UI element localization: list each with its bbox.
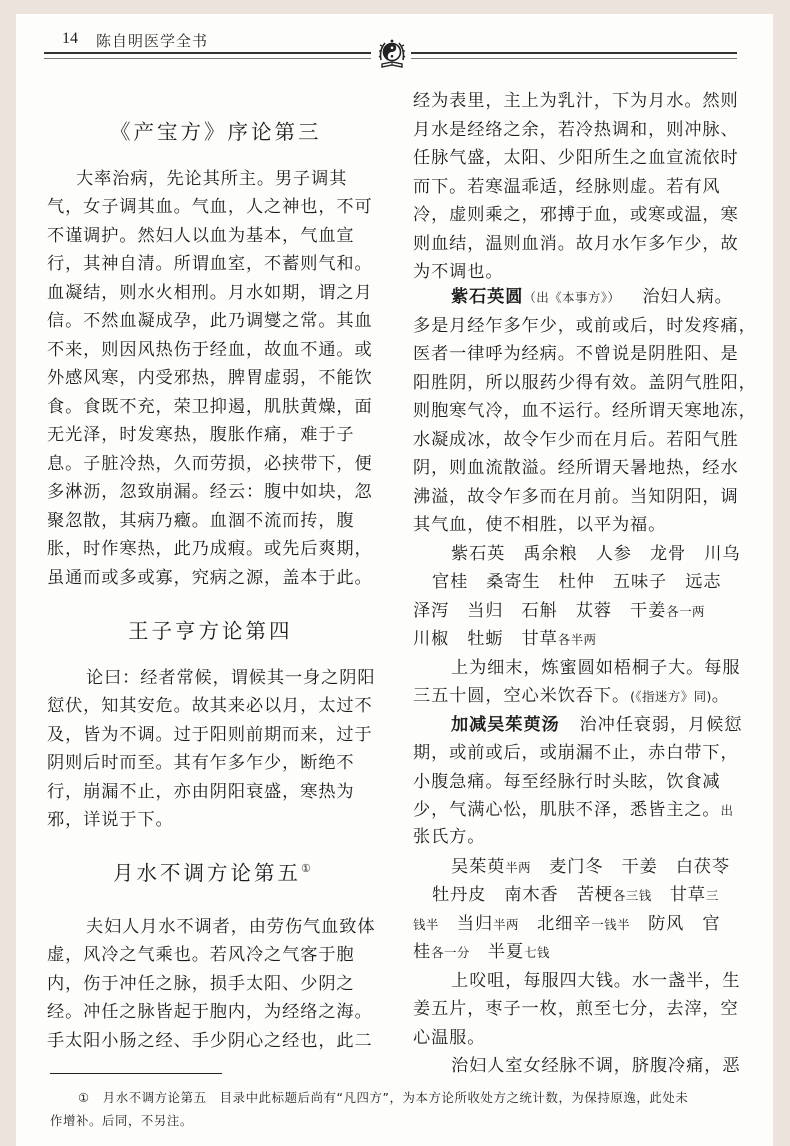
text-line: 气，女子调其血。气血，人之神也，不可 [47,197,373,217]
source-tag: 出 [720,803,734,818]
herb-dose: 各半两 [557,632,597,647]
text-line: 及，皆为不调。过于阳则前期而来，过于 [47,725,373,745]
page-number: 14 [62,30,78,47]
recipe-intro: 治妇人病。 [642,287,733,307]
herbs: 川椒 牡蛎 甘草 [413,629,558,649]
section-heading-wang: 王子亨方论第四 [128,619,293,643]
text-line: 治妇人室女经脉不调，脐腹冷痛，恶 [451,1056,741,1076]
text-line: 行，崩漏不止，亦由阴阳衰盛，寒热为 [47,782,355,802]
herb-list-line: 牡丹皮 南木香 苦梗各三钱 甘草三 [432,885,720,905]
heading-text: 月水不调方论第五 [113,861,301,885]
text-line: 虚，风冷之气乘也。若风冷之气客于胞 [47,945,355,965]
text-line: 邪，详说于下。 [47,810,174,830]
text-line: 上㕮咀，每服四大钱。水一盏半，生 [451,971,741,991]
text-line: 不来，则因风热伤于经血，故血不通。或 [47,340,373,360]
herb-list-line [413,597,705,626]
method-text: 三五十圆，空心米饮吞下。 [413,686,631,706]
text-line: 张氏方。 [413,827,486,847]
herb-list-line: 桂各一分 半夏七钱 [413,942,550,962]
text-line: 息。子脏冷热，久而劳损，必挟带下，便 [47,454,373,474]
text-line: 论曰：经者常候，谓候其一身之阴阳 [86,668,376,688]
header-rule-right [411,52,737,59]
text-line: 则血结，温则血消。故月水乍多乍少，故 [413,234,739,254]
herb-dose: 半两 [505,860,532,875]
text-line: 愆伏，知其安危。故其来必以月，太过不 [47,696,373,716]
book-title: 陈自明医学全书 [96,32,209,50]
text-line: 任脉气盛，太阳、少阳所生之血宣流依时 [413,148,739,168]
herb-list-line [413,625,596,654]
herb-dose: 各三钱 [612,888,652,903]
section-heading-preface: 《产宝方》序论第三 [110,120,322,144]
text-line: 经。冲任之脉皆起于胞内，为经络之海。 [47,1002,373,1022]
text-line: 多是月经乍多乍少，或前或后，时发疼痛， [413,316,757,336]
herb: 干姜 [621,857,658,877]
herb: 吴茱萸 [451,857,506,877]
text-line: 夫妇人月水不调者，由劳伤气血致体 [86,917,376,937]
text-line: 不谨调护。然妇人以血为基本，气血宣 [47,226,355,246]
herb: 苦梗 [576,885,613,905]
text-line: 上为细末，炼蜜圆如梧桐子大。每服 [451,658,741,678]
herb-list-line: 钱半 当归半两 北细辛一钱半 防风 官 [413,914,721,934]
method-note: (《指迷方》同) [630,689,712,704]
text-line: 胀，时作寒热，此乃成瘕。或先后爽期， [47,539,373,559]
herb-dose: 半两 [493,917,519,932]
herb-list-line: 紫石英 禹余粮 人参 龙骨 川乌 [451,544,741,564]
text-line: 月水是经络之余，若冷热调和，则冲脉、 [413,120,739,140]
herb-dose: 各一两 [666,604,705,619]
text-line: 期，或前或后，或崩漏不止，赤白带下， [413,743,739,763]
recipe-header-zishiying [451,283,733,312]
text-line: 经为表里，主上为乳汁，下为月水。然则 [413,91,739,111]
text-line: 信。不然血凝成孕，此乃调燮之常。其血 [47,311,373,331]
text-line: 医者一律呼为经病。不曾说是阴胜阳、是 [413,344,739,364]
recipe-name: 紫石英圆 [451,287,524,307]
herb-list-line: 官桂 桑寄生 杜仲 五味子 远志 [432,572,722,592]
text-line: 内，伤于冲任之脉，损手太阳、少阴之 [47,974,355,994]
footnote-mark: ① [301,862,314,876]
herb-dose: 七钱 [524,945,550,960]
herb: 半夏 [487,942,525,962]
text-line: 小腹急痛。每至经脉行时头眩，饮食减 [413,772,721,792]
herb-dose: 各一分 [431,945,470,960]
text-line: 虽通而或多或寡，究病之源，盖本于此。 [47,568,373,588]
text: 少，气满心忪，肌肤不泽，悉皆主之。 [413,800,721,820]
text-line: 姜五片，枣子一枚，煎至七分，去滓，空 [413,999,739,1019]
text-line: 多淋沥，忽致崩漏。经云：腹中如块，忽 [47,482,373,502]
text-line: 手太阳小肠之经、手少阴心之经也，此二 [47,1031,373,1051]
text-line: 外感风寒，内受邪热，脾胃虚弱，不能饮 [47,368,373,388]
footnote-mark: ① [78,1090,90,1105]
text-line [413,796,733,825]
herb-dose: 一钱半 [591,917,630,932]
text-line [413,682,730,711]
text-line: 大率治病，先论其所主。男子调其 [76,169,348,189]
herbs: 泽泻 当归 石斛 苁蓉 干姜 [413,601,667,621]
herb: 白茯苓 [675,857,731,877]
recipe-intro: 治冲任衰弱，月候愆 [579,715,743,735]
text-line: 聚忽散，其病乃癥。血涸不流而抟，腹 [47,511,355,531]
section-heading-menstrual [113,856,314,886]
footnote-text: 月水不调方论第五 目录中此标题后尚有“凡四方”，为本方论所收处方之统计数，为保持原逸，此处未 [102,1090,689,1105]
text-line: 阴，则血流散溢。经所谓天暑地热，经水 [413,458,739,478]
recipe-source: （出《本事方》） [523,290,621,305]
text-line: 食。食既不充，荣卫抑遏，肌肤黄燥，面 [47,397,373,417]
herb-list-line [451,853,730,882]
herb: 甘草 [669,885,706,905]
text-line: 阴则后时而至。其有乍多乍少，断绝不 [47,753,355,773]
text-line: 血凝结，则水火相刑。月水如期，谓之月 [47,283,373,303]
herb: 防风 [648,914,685,934]
text-line: 阳胜阴，所以服药少得有效。盖阴气胜阳， [413,373,757,393]
text-line: 则胞寒气冷，血不运行。经所谓天寒地冻， [413,401,757,421]
herb: 南木香 [504,885,559,905]
herb: 麦门冬 [549,857,604,877]
text-line: 无光泽，时发寒热，腹胀作痛，难于子 [47,425,355,445]
text-line: 行，其神自清。所谓血室，不蓄则气和。 [47,254,373,274]
text-line: 心温服。 [413,1028,486,1048]
herb: 北细辛 [537,914,592,934]
footnote-line: 作增补。后同，不另注。 [50,1113,193,1128]
footnote-line [78,1088,688,1106]
footnote-rule [50,1073,222,1074]
herb: 当归 [456,914,494,934]
header-rule-left [44,52,371,59]
yin-yang-emblem-icon [377,38,407,70]
recipe-name: 加减吴茱萸汤 [451,715,560,735]
recipe-header-wuzhuyu [451,711,742,739]
herb: 牡丹皮 [432,885,487,905]
text-line: 为不调也。 [413,262,504,282]
text-line: 而下。若寒温乖适，经脉则虚。若有风 [413,177,721,197]
text-line: 其气血，使不相胜，以平为福。 [413,515,667,535]
text-line: 水凝成冰，故令乍少而在月后。若阳气胜 [413,430,739,450]
text-line: 沸溢，故令乍多而在月前。当知阴阳，调 [413,487,739,507]
text-line: 冷，虚则乘之，邪搏于血，或寒或温，寒 [413,205,739,225]
punct: 。 [711,686,730,706]
